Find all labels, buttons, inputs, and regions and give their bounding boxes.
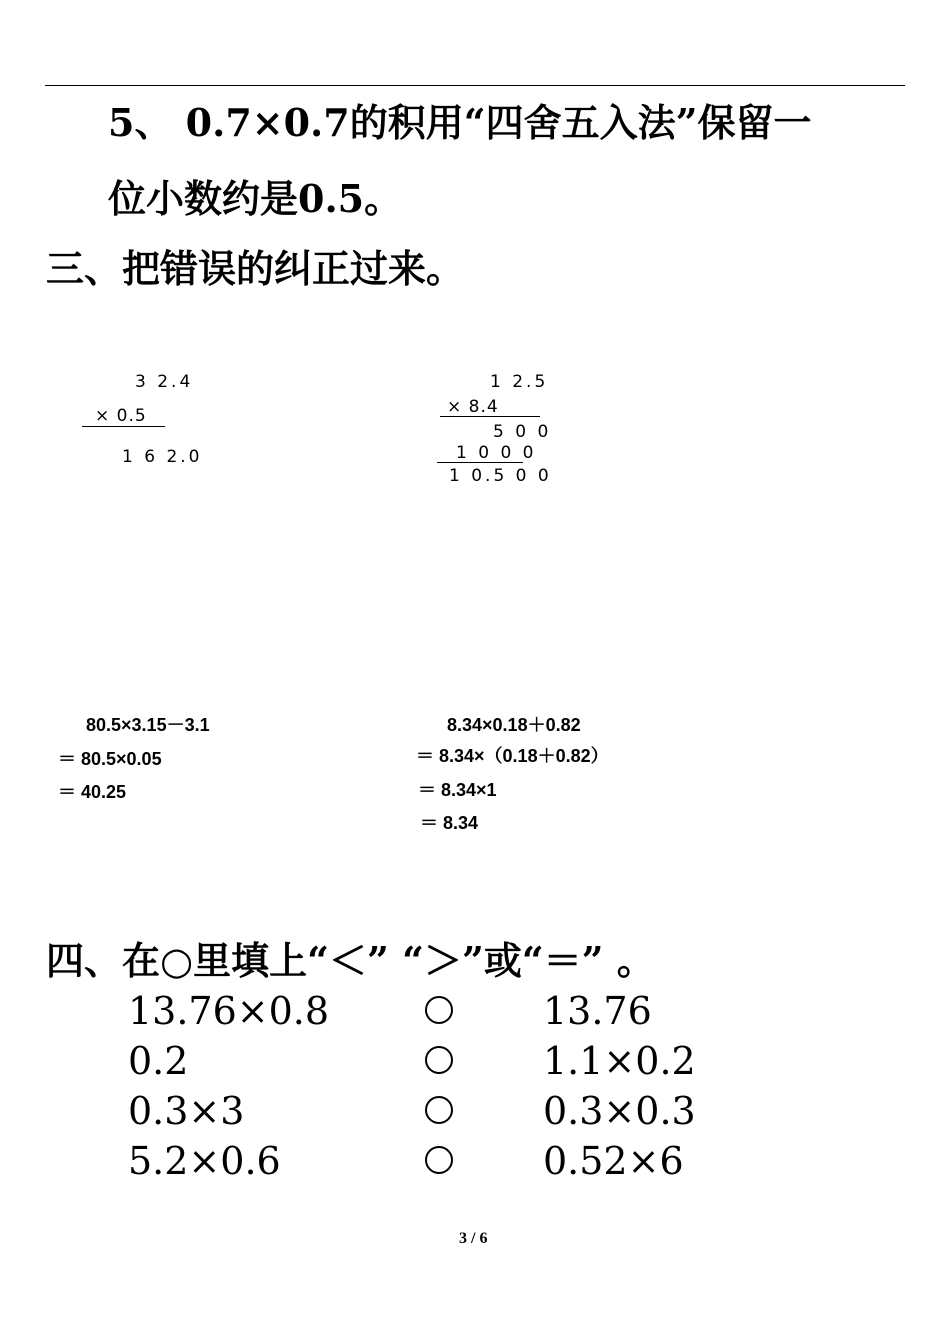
answer-circle[interactable]	[425, 1096, 453, 1124]
product: 1 0.5 0 0	[449, 466, 552, 486]
compare-right: 13.76	[543, 989, 652, 1033]
expr-line: ＝ 8.34×（0.18＋0.82）	[416, 746, 609, 766]
answer-circle[interactable]	[425, 996, 453, 1024]
partial-product-1: 5 0 0	[493, 422, 552, 442]
calc-underline	[82, 426, 165, 427]
expr-line: ＝ 8.34×1	[418, 780, 497, 800]
item5-line2: 位小数约是0.5。	[108, 176, 403, 221]
section3-heading: 三、把错误的纠正过来。	[46, 246, 465, 291]
top-rule	[45, 85, 905, 86]
compare-left: 13.76×0.8	[128, 989, 330, 1033]
multiplicand: 3 2.4	[135, 372, 194, 392]
page-number: 3 / 6	[459, 1230, 488, 1247]
multiplicand: 1 2.5	[490, 372, 549, 392]
multiplier: × 0.5	[95, 406, 147, 426]
compare-left: 0.3×3	[128, 1089, 245, 1133]
expr-line: 8.34×0.18＋0.82	[447, 715, 581, 735]
calc-underline	[440, 416, 540, 417]
partial-product-2: 1 0 0 0	[456, 443, 537, 463]
item5-line1: 5、 0.7×0.7的积用“四舍五入法”保留一	[108, 100, 812, 145]
compare-right: 1.1×0.2	[543, 1039, 696, 1083]
compare-left: 5.2×0.6	[128, 1139, 281, 1183]
expr-line: 80.5×3.15－3.1	[86, 715, 210, 735]
section4-heading: 四、在○里填上“＜” “＞”或“＝” 。	[46, 938, 655, 983]
answer-circle[interactable]	[425, 1046, 453, 1074]
compare-right: 0.3×0.3	[543, 1089, 696, 1133]
compare-right: 0.52×6	[543, 1139, 684, 1183]
calc-underline	[437, 462, 523, 463]
expr-line: ＝ 40.25	[58, 782, 127, 802]
multiplier: × 8.4	[447, 397, 499, 417]
product: 1 6 2.0	[122, 447, 203, 467]
answer-circle[interactable]	[425, 1146, 453, 1174]
expr-line: ＝ 80.5×0.05	[58, 749, 162, 769]
compare-left: 0.2	[128, 1039, 189, 1083]
expr-line: ＝ 8.34	[420, 813, 479, 833]
